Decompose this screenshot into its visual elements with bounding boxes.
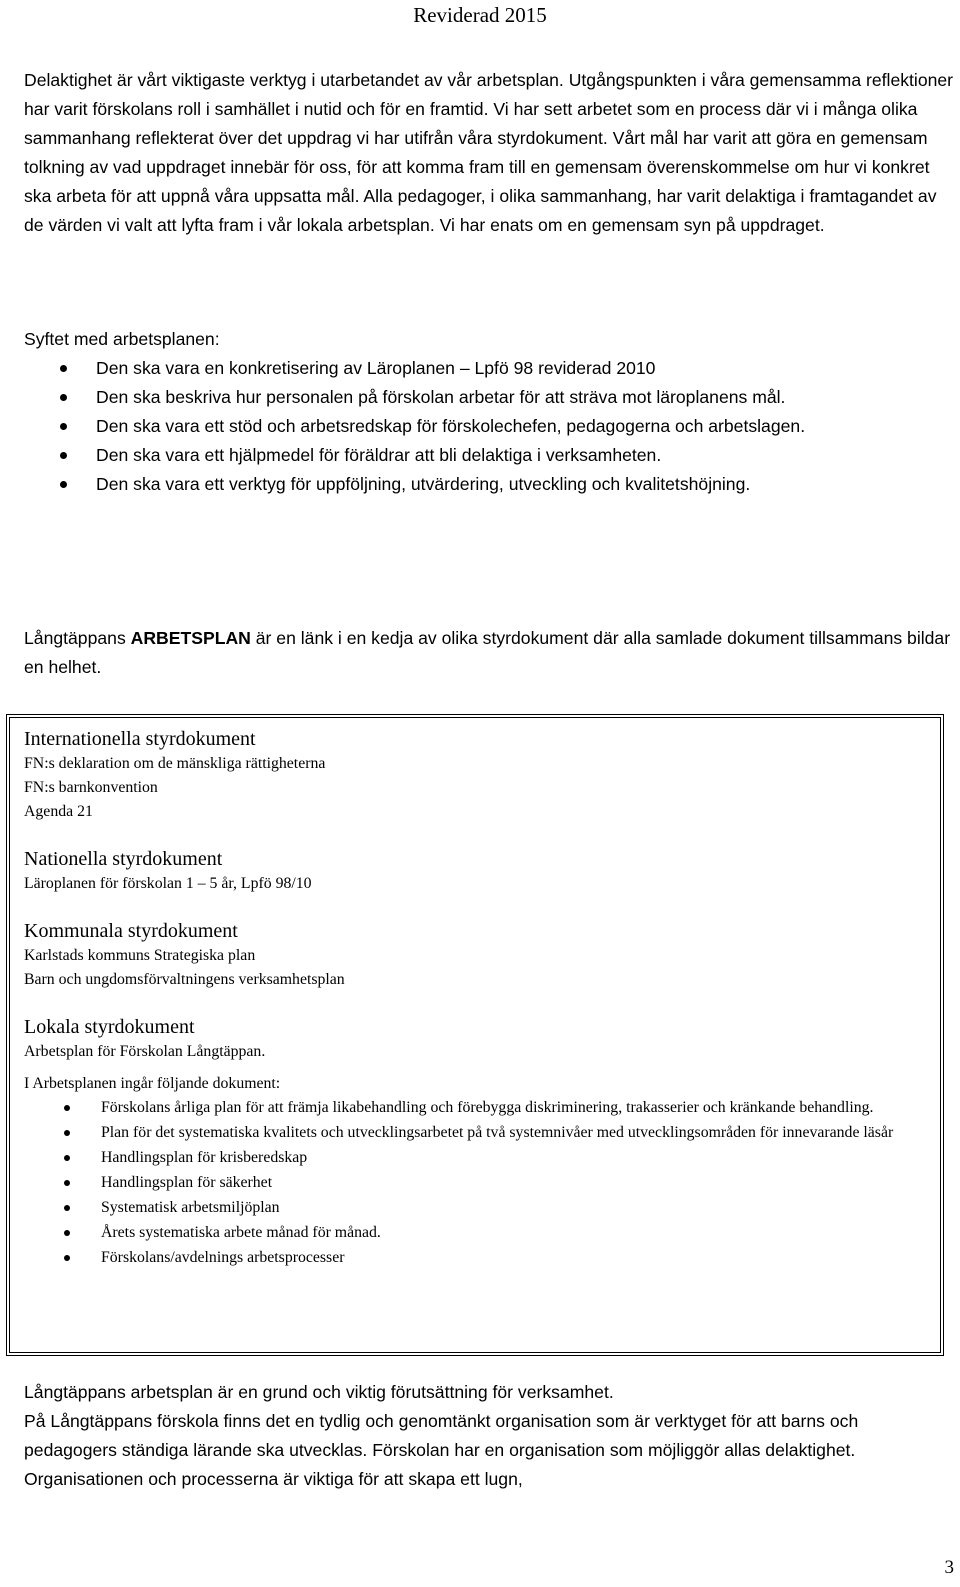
list-item: Förskolans/avdelnings arbetsprocesser (24, 1246, 930, 1270)
lokala-group (24, 1014, 930, 1064)
internationella-line: FN:s deklaration om de mänskliga rättigheterna (24, 755, 326, 772)
styrdokument-box-inner (24, 726, 930, 1271)
langtappans-paragraph (24, 624, 954, 682)
outro-paragraph (24, 1378, 954, 1494)
list-item: Handlingsplan för säkerhet (24, 1171, 930, 1195)
langtappans-suffix: är en länk i en kedja av olika styrdokument där alla samlade dokument tillsammans bildar en helhet. (24, 628, 951, 677)
list-item: Den ska vara ett verktyg för uppföljning, utvärdering, utveckling och kvalitetshöjning. (24, 470, 954, 499)
list-item: Den ska vara ett stöd och arbetsredskap för förskolechefen, pedagogerna och arbetslagen. (24, 412, 954, 441)
lokala-line: Arbetsplan för Förskolan Långtäppan. (24, 1043, 266, 1060)
nationella-heading: Nationella styrdokument (24, 848, 223, 870)
kommunala-heading: Kommunala styrdokument (24, 920, 238, 942)
nationella-line: Läroplanen för förskolan 1 – 5 år, Lpfö 98/10 (24, 875, 312, 892)
page-number: 3 (944, 1557, 954, 1578)
list-item: Den ska vara en konkretisering av Läroplanen – Lpfö 98 reviderad 2010 (24, 354, 954, 383)
internationella-line: Agenda 21 (24, 803, 93, 820)
syfte-list (24, 354, 954, 499)
list-item: Årets systematiska arbete månad för månad. (24, 1221, 930, 1245)
list-item: Den ska vara ett hjälpmedel för föräldrar att bli delaktiga i verksamheten. (24, 441, 954, 470)
list-item: Systematisk arbetsmiljöplan (24, 1196, 930, 1220)
list-item: Plan för det systematiska kvalitets och utvecklingsarbetet på två systemnivåer med utvecklingsområden för innevarande läsår (24, 1121, 930, 1145)
kommunala-line: Karlstads kommuns Strategiska plan (24, 947, 256, 964)
styrdokument-box (6, 714, 944, 1356)
langtappans-prefix: Långtäppans (24, 628, 131, 648)
lokala-heading: Lokala styrdokument (24, 1016, 195, 1038)
outro-line-1: Långtäppans arbetsplan är en grund och viktig förutsättning för verksamhet. (24, 1382, 614, 1402)
kommunala-group (24, 918, 930, 992)
syfte-heading: Syftet med arbetsplanen: (24, 329, 220, 349)
intro-paragraph: Delaktighet är vårt viktigaste verktyg i utarbetandet av vår arbetsplan. Utgångspunkten i våra gemensamma reflektioner har varit förskolans roll i samhället i nutid och för en framtid. Vi har sett arbetet som en process där vi i många olika sammanhang reflekterat över det uppdrag vi har utifrån våra styrdokument. Vårt mål har varit att göra en gemensam tolkning av vad uppdraget innebär för oss, för att komma fram till en gemensam överenskommelse om hur vi konkret ska arbeta för att uppnå våra uppsatta mål. Alla pedagoger, i olika sammanhang, har varit delaktiga i framtagandet av de värden vi valt att lyfta fram i vår lokala arbetsplan. Vi har enats om en gemensam syn på uppdraget. (24, 70, 954, 235)
page-header: Reviderad 2015 (413, 3, 547, 27)
nationella-group (24, 846, 930, 896)
list-item: Förskolans årliga plan för att främja likabehandling och förebygga diskriminering, trakasserier och kränkande behandling. (24, 1096, 930, 1120)
arbetsplan-bold: ARBETSPLAN (130, 628, 251, 648)
kommunala-line: Barn och ungdomsförvaltningens verksamhetsplan (24, 971, 345, 988)
list-item: Handlingsplan för krisberedskap (24, 1146, 930, 1170)
internationella-heading: Internationella styrdokument (24, 728, 256, 750)
outro-line-2: På Långtäppans förskola finns det en tydlig och genomtänkt organisation som är verktyget för att barns och pedagogers ständiga lärande ska utvecklas. Förskolan har en organisation som möjliggör allas delaktighet. Organisationen och processerna är viktiga för att skapa ett lugn, (24, 1411, 859, 1489)
internationella-group (24, 726, 930, 824)
internationella-line: FN:s barnkonvention (24, 779, 158, 796)
list-item: Den ska beskriva hur personalen på förskolan arbetar för att sträva mot läroplanens mål. (24, 383, 954, 412)
includes-heading: I Arbetsplanen ingår följande dokument: (24, 1075, 281, 1092)
includes-list (24, 1096, 930, 1270)
